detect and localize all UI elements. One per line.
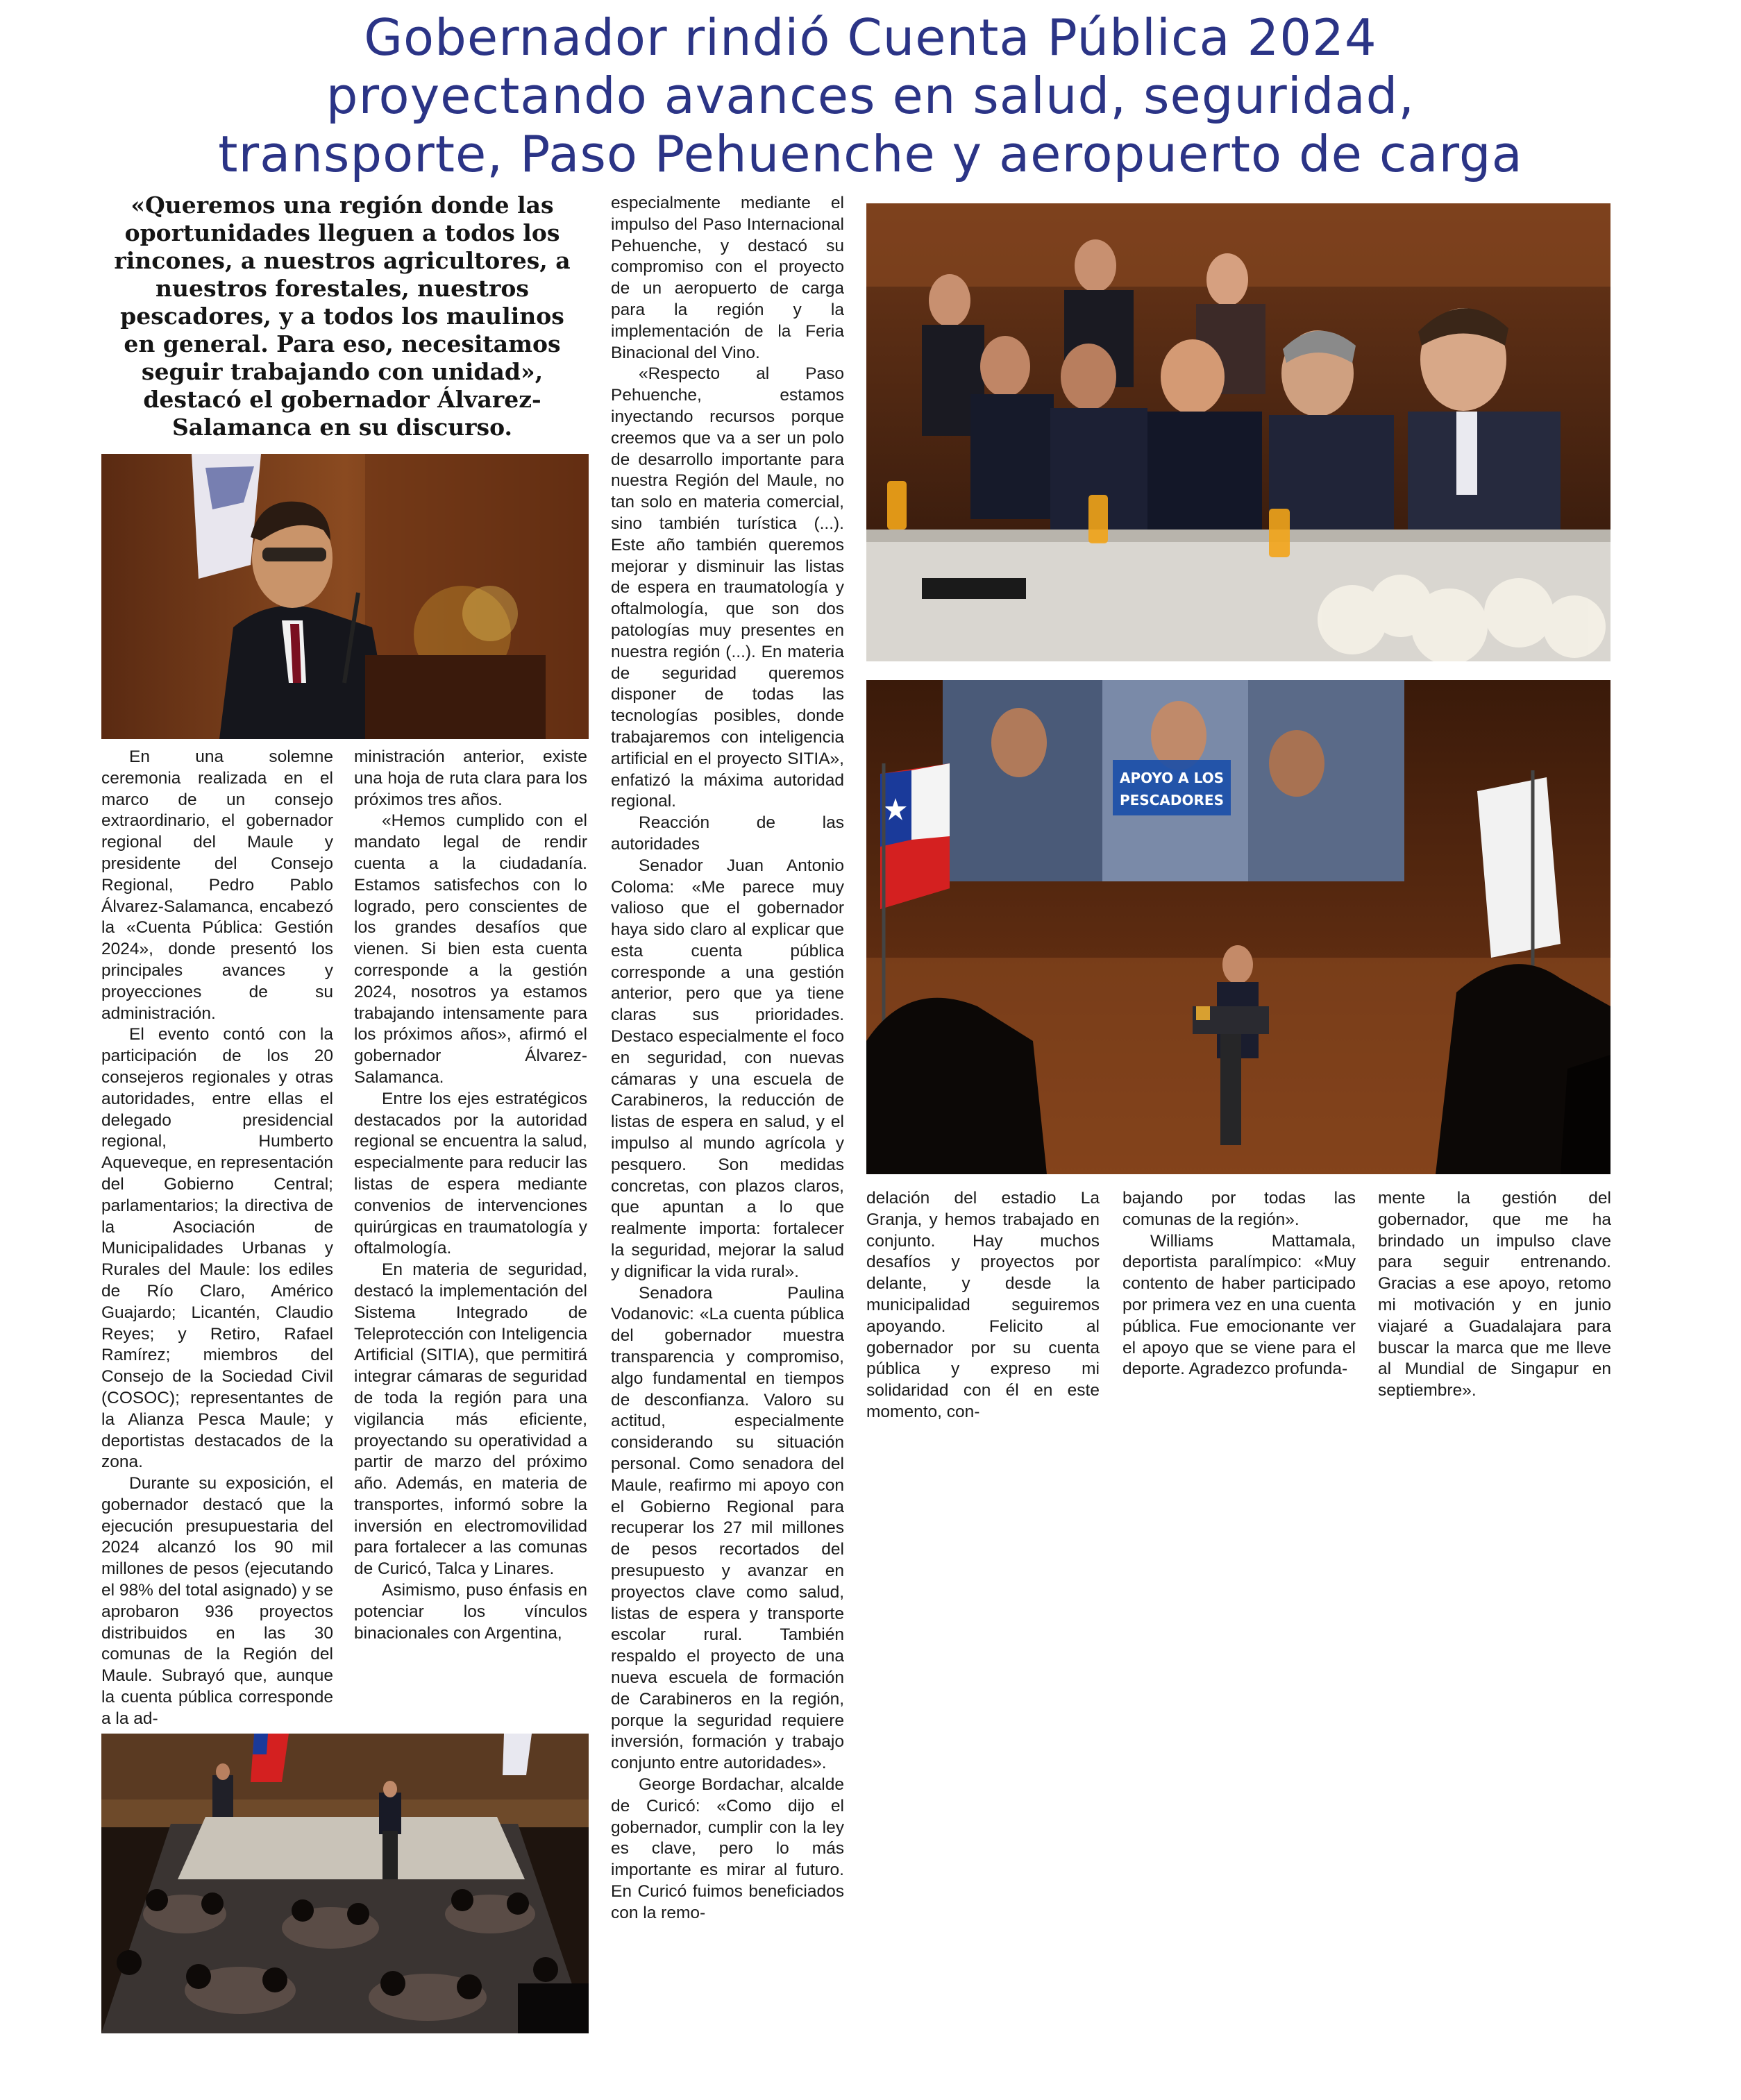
article-column-4 bbox=[866, 1188, 1100, 1423]
photo-hall-overview bbox=[101, 1734, 589, 2033]
paragraph: Durante su exposición, el gobernador destacó que la ejecución presupuestaria del 2024 alcanzó los 90 mil millones de pesos (ejecutando el 98% del total asignado) y se aprobaron 936 proyectos distribuidos en las 30 comunas de la Región del Maule. Subrayó que, aunque la cuenta pública corresponde a la ad- bbox=[101, 1474, 333, 1728]
paragraph: En una solemne ceremonia realizada en el marco de un consejo extraordinario, el gobernador regional del Maule y presidente del Consejo Regional, Pedro Pablo Álvarez-Salamanca, encabezó la «Cuenta Pública: Gestión 2024», donde presentó los principales avances y proyecciones de su administración. bbox=[101, 747, 333, 1023]
paragraph: especialmente mediante el impulso del Paso Internacional Pehuenche, y destacó su compromiso con el proyecto de un aeropuerto de carga para la región y la implementación de la Feria Binacional del Vino. bbox=[611, 194, 844, 362]
paragraph: «Hemos cumplido con el mandato legal de rendir cuenta a la ciudadanía. Estamos satisfechos con lo logrado, pero conscientes de los grandes desafíos que vienen. Si bien esta cuenta corresponde a la gestión 2024, nosotros ya estamos trabajando intensamente para los próximos años», afirmó el gobernador Álvarez-Salamanca. bbox=[354, 811, 587, 1087]
headline-line-2: proyectando avances en salud, seguridad, bbox=[326, 67, 1415, 125]
photo-auditorium-screen bbox=[866, 680, 1610, 1174]
article-column-3 bbox=[611, 193, 844, 1924]
headline bbox=[69, 8, 1672, 183]
article-column-2 bbox=[354, 747, 587, 1644]
paragraph: «Respecto al Paso Pehuenche, estamos inyectando recursos porque creemos que va a ser un polo de desarrollo importante para nuestra Región del Maule, no tan solo en materia comercial, sino también turística (...). Este año también queremos mejorar y disminuir las listas de espera en traumatología y oftalmología, que son dos patologías muy presentes en nuestra región (...). En materia de seguridad queremos disponer de todas las tecnologías posibles, donde trabajaremos con inteligencia artificial en el proyecto SITIA», enfatizó la máxima autoridad regional. bbox=[611, 364, 844, 811]
headline-line-1: Gobernador rindió Cuenta Pública 2024 bbox=[364, 8, 1377, 67]
paragraph: Williams Mattamala, deportista paralímpico: «Muy contento de haber participado por primera vez en una cuenta pública. Fue emocionante ver el apoyo que se viene para el deporte. Agradezco profunda- bbox=[1122, 1231, 1356, 1379]
screen-caption-top: APOYO A LOS bbox=[1119, 770, 1225, 786]
paragraph: Asimismo, puso énfasis en potenciar los vínculos binacionales con Argentina, bbox=[354, 1581, 587, 1643]
article-column-6 bbox=[1378, 1188, 1611, 1402]
paragraph: ministración anterior, existe una hoja de ruta clara para los próximos tres años. bbox=[354, 747, 587, 809]
article-column-1 bbox=[101, 747, 333, 1730]
article-column-5 bbox=[1122, 1188, 1356, 1380]
photo-authorities-table bbox=[866, 203, 1610, 661]
paragraph: delación del estadio La Granja, y hemos trabajado en conjunto. Hay muchos desafíos y proyectos por delante, y desde la municipalidad seguiremos apoyando. Felicito al gobernador por su cuenta pública y expreso mi solidaridad con él en este momento, con- bbox=[866, 1189, 1100, 1421]
paragraph: George Bordachar, alcalde de Curicó: «Como dijo el gobernador, cumplir con la ley es clave, pero lo más importante es mirar al futuro. En Curicó fuimos beneficiados con la remo- bbox=[611, 1775, 844, 1922]
subheading: Reacción de las autoridades bbox=[611, 813, 844, 854]
paragraph: mente la gestión del gobernador, que me ha brindado un impulso clave para seguir entrenando. Gracias a ese apoyo, retomo mi motivación y en junio viajaré a Guadalajara para buscar la marca que me lleve al Mundial de Singapur en septiembre». bbox=[1378, 1189, 1611, 1400]
paragraph: En materia de seguridad, destacó la implementación del Sistema Integrado de Teleprotección con Inteligencia Artificial (SITIA), que permitirá integrar cámaras de seguridad de toda la región para una vigilancia más eficiente, proyectando su operatividad a partir de marzo del próximo año. Además, en materia de transportes, informó sobre la inversión en electromovilidad para fortalecer a las comunas de Curicó, Talca y Linares. bbox=[354, 1260, 587, 1579]
headline-line-3: transporte, Paso Pehuenche y aeropuerto de carga bbox=[218, 125, 1523, 183]
paragraph: Senador Juan Antonio Coloma: «Me parece muy valioso que el gobernador haya sido claro al explicar que esta cuenta pública corresponde a una gestión anterior, pero que ya tiene claras sus prioridades. Destaco especialmente el foco en seguridad, con nuevas cámaras y una escuela de Carabineros, la reducción de listas de espera en salud, y el impulso al mundo agrícola y pesquero. Son medidas concretas, con plazos claros, que apuntan a lo que realmente importa: fortalecer la seguridad, mejorar la salud y dignificar la vida rural». bbox=[611, 856, 844, 1281]
lead-quote: «Queremos una región donde las oportunidades lleguen a todos los rincones, a nuestros agricultores, a nuestros forestales, nuestros pescadores, y a todos los maulinos en general. Para eso, necesitamos seguir trabajando con unidad», destacó el gobernador Álvarez-Salamanca en su discurso. bbox=[114, 192, 571, 441]
paragraph: bajando por todas las comunas de la región». bbox=[1122, 1189, 1356, 1229]
paragraph: El evento contó con la participación de los 20 consejeros regionales y otras autoridades, entre ellas el delegado presidencial regional, Humberto Aqueveque, en representación del Gobierno Central; parlamentarios; la directiva de la Asociación de Municipalidades Urbanas y Rurales del Maule: los ediles de Río Claro, Américo Guajardo; Licantén, Claudio Reyes; y Retiro, Rafael Ramírez; miembros del Consejo de la Sociedad Civil (COSOC); representantes de la Alianza Pesca Maule; y deportistas destacados de la zona. bbox=[101, 1025, 333, 1472]
photo-governor-speaking bbox=[101, 454, 589, 739]
paragraph: Senadora Paulina Vodanovic: «La cuenta pública del gobernador muestra transparencia y compromiso, algo fundamental en tiempos de desconfianza. Valoro su actitud, especialmente considerando su situación personal. Como senadora del Maule, reafirmo mi apoyo con el Gobierno Regional para recuperar los 27 mil millones de pesos recortados del presupuesto y avanzar en proyectos clave como salud, listas de espera y transporte escolar rural. También respaldo el proyecto de una nueva escuela de formación de Carabineros en la región, porque la seguridad requiere inversión, formación y trabajo conjunto entre autoridades». bbox=[611, 1283, 844, 1773]
paragraph: Entre los ejes estratégicos destacados por la autoridad regional se encuentra la salud, especialmente para reducir las listas de espera mediante convenios de intervenciones quirúrgicas en traumatología y oftalmología. bbox=[354, 1089, 587, 1258]
screen-caption-bottom: PESCADORES bbox=[1120, 792, 1224, 808]
